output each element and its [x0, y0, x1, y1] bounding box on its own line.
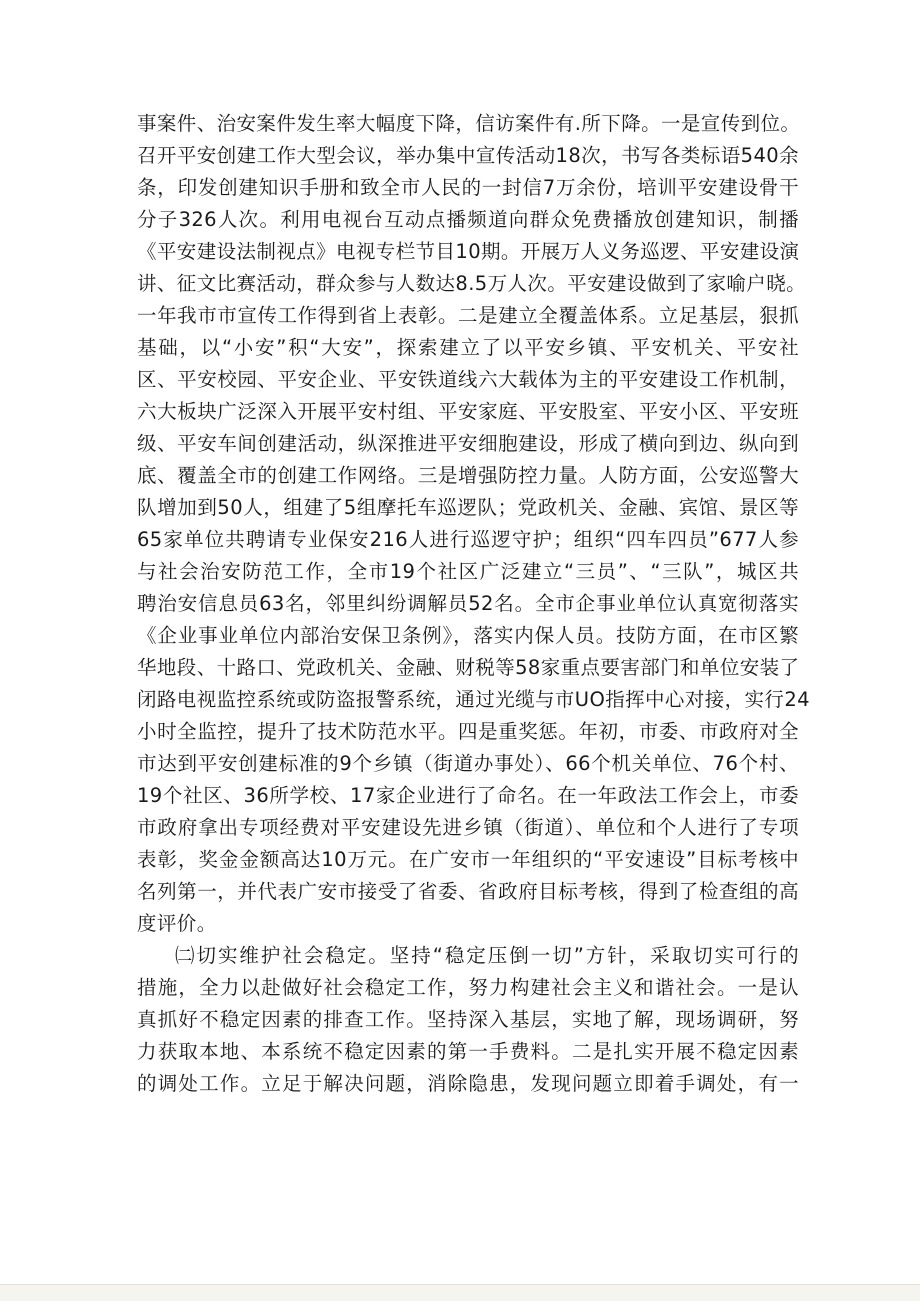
text-line: 与社会治安防范工作，全市19个社区广泛建立“三员”、“三队”，城区共	[137, 560, 799, 583]
body-text	[137, 108, 810, 1100]
text-line: 基础，以“小安”积“大安”，探索建立了以平安乡镇、平安机关、平安社	[137, 336, 799, 359]
text-line: 的调处工作。立足于解决问题，消除隐患，发现问题立即着手调处，有一	[137, 1072, 799, 1095]
text-line: 《企业事业单位内部治安保卫条例》，落实内保人员。技防方面，在市区繁	[137, 624, 799, 647]
text-line: 分子326人次。利用电视台互动点播频道向群众免费播放创建知识，制播	[137, 208, 799, 231]
text-line: 市达到平安创建标准的9个乡镇（街道办事处）、66个机关单位、76个村、	[137, 752, 799, 775]
text-line: 65家单位共聘请专业保安216人进行巡逻守护；组织“四车四员”677人参	[137, 528, 799, 551]
text-line: 聘治安信息员63名，邻里纠纷调解员52名。全市企事业单位认真宽彻落实	[137, 592, 799, 615]
text-line: 真抓好不稳定因素的排查工作。坚持深入基层，实地了解，现场调研，努	[137, 1008, 799, 1031]
text-line: 事案件、治安案件发生率大幅度下降，信访案件有.所下降。一是宣传到位。	[137, 112, 801, 135]
text-line: 市政府拿出专项经费对平安建设先进乡镇（街道）、单位和个人进行了专项	[137, 816, 799, 839]
text-line: 力获取本地、本系统不稳定因素的第一手费料。二是扎实开展不稳定因素	[137, 1040, 799, 1063]
text-line: 队增加到50人，组建了5组摩托车巡逻队；党政机关、金融、宾馆、景区等	[137, 496, 799, 519]
page-bottom-edge	[0, 1284, 920, 1301]
text-line: 小时全监控，提升了技术防范水平。四是重奖惩。年初，市委、市政府对全	[137, 720, 799, 743]
text-line: 条，印发创建知识手册和致全市人民的一封信7万余份，培训平安建设骨干	[137, 176, 799, 199]
text-line: 底、覆盖全市的创建工作网络。三是增强防控力量。人防方面，公安巡警大	[137, 464, 799, 487]
text-line: 闭路电视监控系统或防盗报警系统，通过光缆与市UO指挥中心对接，实行24	[137, 688, 810, 711]
paragraph-start-line: ㈡切实维护社会稳定。坚持“稳定压倒一切”方针，采取切实可行的	[175, 944, 799, 967]
text-line: 华地段、十路口、党政机关、金融、财税等58家重点要害部门和单位安装了	[137, 656, 800, 679]
text-line: 讲、征文比赛活动，群众参与人数达8.5万人次。平安建设做到了家喻户晓。	[137, 272, 807, 295]
text-line: 《平安建设法制视点》电视专栏节目10期。开展万人义务巡逻、平安建设演	[137, 240, 800, 263]
text-line: 名列第一，并代表广安市接受了省委、省政府目标考核，得到了检查组的高	[137, 880, 799, 903]
text-line: 一年我市市宣传工作得到省上表彰。二是建立全覆盖体系。立足基层，狠抓	[137, 304, 799, 327]
text-line: 19个社区、36所学校、17家企业进行了命名。在一年政法工作会上，市委	[137, 784, 799, 807]
text-line: 级、平安车间创建活动，纵深推进平安细胞建设，形成了横向到边、纵向到	[137, 432, 799, 455]
text-line: 措施，全力以赴做好社会稳定工作，努力构建社会主义和谐社会。一是认	[137, 976, 799, 999]
text-line: 区、平安校园、平安企业、平安铁道线六大载体为主的平安建设工作机制，	[137, 368, 799, 391]
text-line: 六大板块广泛深入开展平安村组、平安家庭、平安股室、平安小区、平安班	[137, 400, 799, 423]
paragraph-end-line: 度评价。	[137, 912, 217, 935]
text-line: 召开平安创建工作大型会议，举办集中宣传活动18次，书写各类标语540余	[137, 144, 799, 167]
text-line: 表彰，奖金金额高达10万元。在广安市一年组织的“平安速设”目标考核中	[137, 848, 799, 871]
